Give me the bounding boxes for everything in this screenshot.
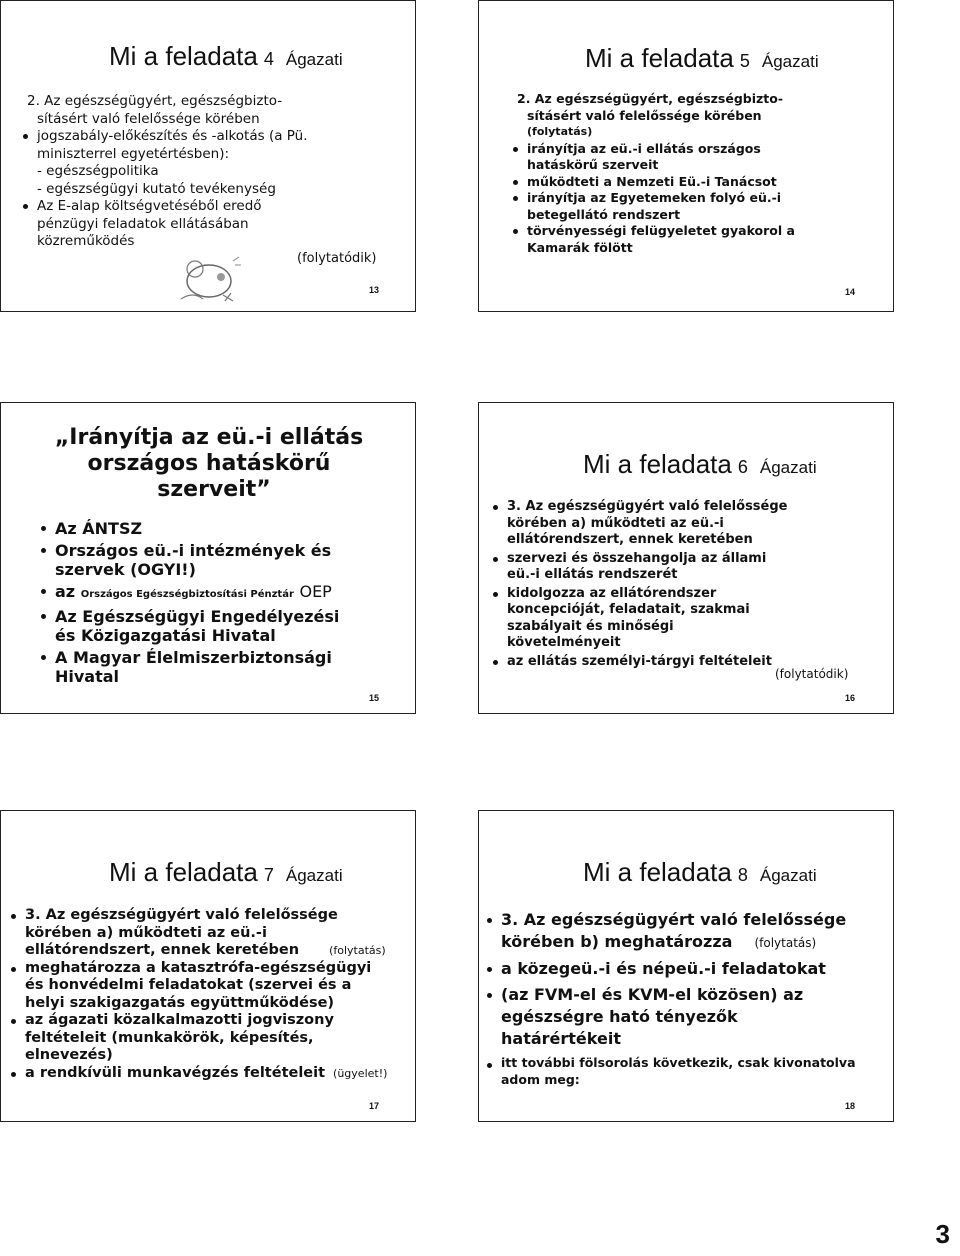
title-text: Mi a feladata [585, 43, 734, 73]
title-tag: Ágazati [285, 50, 343, 69]
slide-title [109, 41, 343, 72]
slide-title [583, 449, 817, 480]
title-text: Mi a feladata [583, 857, 732, 887]
page-number: 15 [369, 693, 380, 703]
text-line: körében a) működteti az eü.-i [25, 924, 267, 941]
bullet-item: kidolgozza az ellátórendszer [507, 586, 787, 603]
line-text: a rendkívüli munkavégzés feltételeit [25, 1064, 326, 1081]
bullet-item [25, 1065, 387, 1083]
slide-content [507, 499, 787, 670]
text-line: sításért való felelőssége körében [37, 110, 260, 127]
text-line: és honvédelmi feladatokat (szervei és a [25, 977, 352, 993]
title-line: szerveit” [157, 477, 271, 502]
text-line: pénzügyi feladatok ellátásában [37, 215, 249, 232]
title-line: „Irányítja az eü.-i ellátás [54, 425, 364, 450]
bullet-item: irányítja az Egyetemeken folyó eü.-i [527, 190, 795, 207]
title-tag: Ágazati [761, 52, 819, 71]
text-line: sításért való felelőssége körében [527, 107, 762, 123]
bullet-item: szervezi és összehangolja az állami [507, 551, 787, 568]
text-line: elnevezés) [25, 1047, 113, 1063]
continued-note: (folytatás) [754, 936, 817, 950]
text-line [501, 931, 856, 954]
text-line: hatáskörű szerveit [527, 157, 659, 172]
document-page-number: 3 [935, 1219, 950, 1249]
bullet-item: A Magyar Élelmiszerbiztonsági [55, 648, 339, 667]
title-line: országos hatáskörű [87, 451, 331, 476]
oep-abbr: OEP [299, 582, 332, 601]
text-line: - egészségügyi kutató tevékenység [37, 180, 276, 197]
bullet-item: Országos eü.-i intézmények és [55, 541, 339, 560]
bullet-item: (az FVM-el és KVM-el közösen) az [501, 984, 856, 1006]
oep-prefix: az [55, 582, 76, 601]
slide-title [109, 857, 343, 888]
text-line: Kamarák fölött [527, 239, 633, 255]
text-line: adom meg: [501, 1072, 580, 1087]
slide-content [517, 91, 795, 256]
text-line: szervek (OGYI!) [55, 560, 196, 579]
title-tag: Ágazati [759, 866, 817, 885]
slide-content [501, 909, 856, 1088]
line-text: ellátórendszert, ennek keretében [25, 942, 300, 958]
page-number: 14 [845, 287, 856, 297]
text-line: körében a) működteti az eü.-i [507, 515, 724, 531]
title-text: Mi a feladata [583, 449, 732, 479]
slide-18 [478, 810, 894, 1122]
text-line: szabályait és minőségi [507, 618, 674, 634]
bullet-item: Az E-alap költségvetéséből eredő [37, 198, 308, 216]
text-line: követelményeit [507, 635, 621, 650]
slide-title [583, 857, 817, 888]
text-line: miniszterrel egyetértésben): [37, 145, 230, 162]
line-text: körében b) meghatározza [501, 932, 733, 951]
text-line [25, 942, 387, 960]
page-number: 18 [845, 1101, 856, 1111]
text-line: és Közigazgatási Hivatal [55, 626, 276, 645]
bullet-item: 3. Az egészségügyért való felelőssége [501, 909, 856, 931]
title-tag: Ágazati [759, 458, 817, 477]
text-line: 2. Az egészségügyért, egészségbizto- [517, 91, 784, 106]
text-line: helyi szakigazgatás együttműködése) [25, 994, 335, 1011]
bullet-item: Az Egészségügyi Engedélyezési [55, 607, 340, 626]
title-text: Mi a feladata [109, 857, 258, 887]
text-line: betegellátó rendszert [527, 206, 681, 222]
slide-13 [0, 0, 416, 312]
slide-title [1, 425, 417, 503]
bullet-item: jogszabály-előkészítés és -alkotás (a Pü. [37, 128, 308, 144]
bullet-item: az ellátás személyi-tárgyi feltételeit [507, 654, 787, 671]
text-line: 2. Az egészségügyért, egészségbizto- [27, 93, 283, 109]
text-line: - egészségpolitika [37, 163, 159, 179]
text-line: eü.-i ellátás rendszerét [507, 567, 678, 582]
continued-note: (folytatás) [329, 944, 386, 957]
slide-title [585, 43, 819, 74]
text-line: ellátórendszert, ennek keretében [507, 532, 753, 547]
text-line: közreműködés [37, 233, 135, 249]
title-number: 6 [737, 457, 748, 477]
slide-14 [478, 0, 894, 312]
continued-note: (folytatódik) [775, 667, 849, 681]
text-line: (folytatás) [527, 125, 593, 138]
note-text: (ügyelet!) [333, 1066, 388, 1080]
title-text: Mi a feladata [109, 41, 258, 71]
bullet-item: a közegeü.-i és népeü.-i feladatokat [501, 958, 856, 980]
text-line: koncepcióját, feladatait, szakmai [507, 602, 750, 617]
text-line: feltételeit (munkakörök, képesítés, [25, 1029, 314, 1046]
title-number: 5 [739, 51, 750, 71]
bullet-item: itt további fölsorolás következik, csak kivonatolva [501, 1055, 856, 1070]
oep-fullname: Országos Egészségbiztosítási Pénztár [80, 589, 294, 600]
bullet-item: az ágazati közalkalmazotti jogviszony [25, 1012, 387, 1030]
bullet-item: meghatározza a katasztrófa-egészségügyi [25, 960, 387, 978]
text-line: határértékeit [501, 1029, 621, 1048]
slide-15 [0, 402, 416, 714]
bullet-item: 3. Az egészségügyért való felelőssége [507, 499, 788, 514]
bullet-item: törvényességi felügyeletet gyakorol a [527, 223, 795, 238]
page-number: 17 [369, 1101, 380, 1111]
title-tag: Ágazati [285, 866, 343, 885]
text-line: Hivatal [55, 667, 120, 686]
bullet-item [55, 582, 339, 604]
text-line: egészségre ható tényezők [501, 1007, 738, 1026]
title-number: 7 [263, 865, 274, 885]
slide-16 [478, 402, 894, 714]
slide-content [27, 93, 308, 251]
page-number: 13 [369, 285, 380, 295]
slide-content [25, 907, 387, 1082]
bullet-item: irányítja az eü.-i ellátás országos [527, 141, 795, 158]
title-number: 8 [737, 865, 748, 885]
continued-note: (folytatódik) [297, 251, 377, 266]
cartoon-clipart-icon [173, 249, 245, 307]
bullet-item: 3. Az egészségügyért való felelőssége [25, 907, 387, 925]
title-number: 4 [263, 49, 274, 69]
bullet-item: Az ÁNTSZ [55, 519, 339, 538]
bullet-item: működteti a Nemzeti Eü.-i Tanácsot [527, 174, 795, 191]
page-number: 16 [845, 693, 856, 703]
slide-content [55, 519, 339, 686]
slide-17 [0, 810, 416, 1122]
